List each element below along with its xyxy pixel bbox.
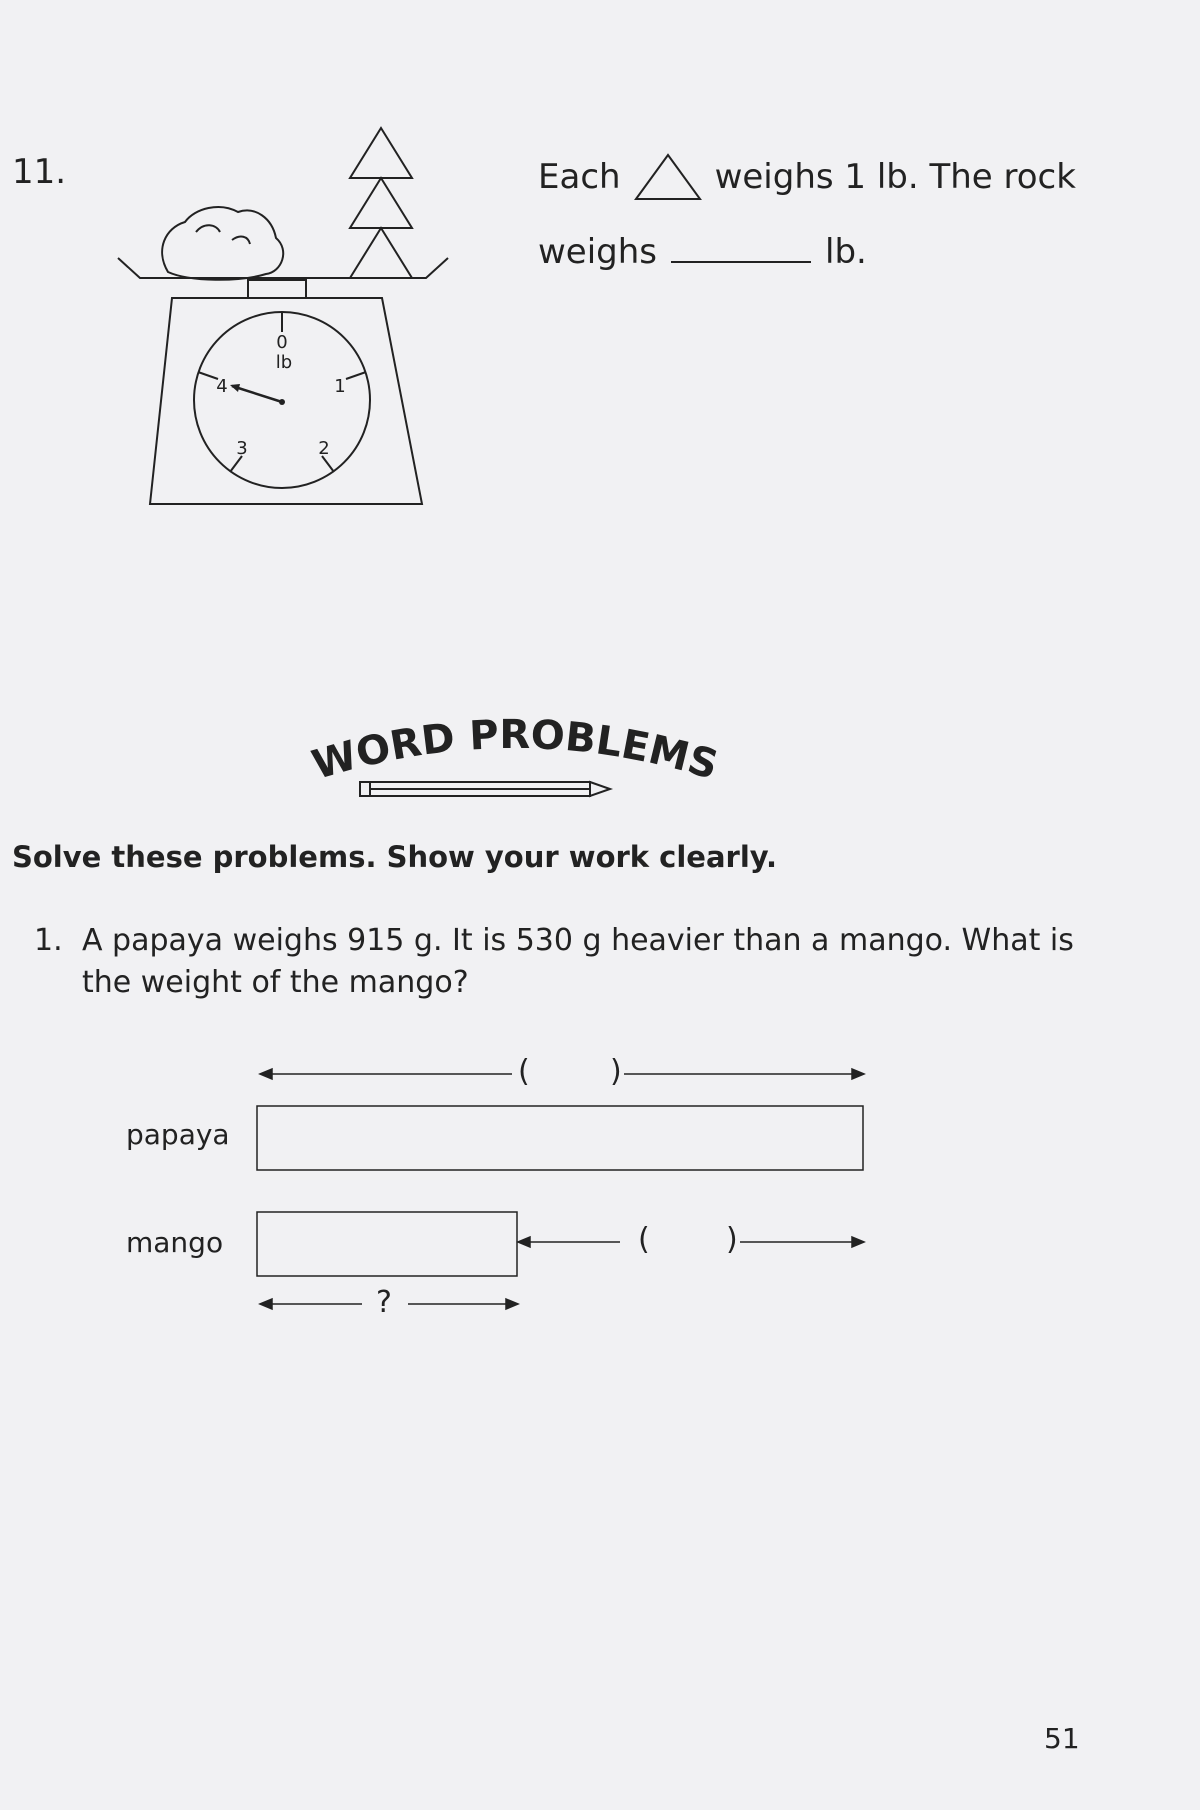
question-11-text [538,152,1076,202]
diff-paren-open: ( [638,1222,650,1257]
scale-body [150,298,422,504]
problem-1 [34,920,1094,1004]
diff-paren-close: ) [726,1222,738,1257]
dial-unit: lb [275,352,293,373]
pencil-icon [360,782,610,796]
dial-label-4: 4 [216,376,228,397]
unknown-question-mark: ? [376,1285,392,1320]
papaya-label: papaya [126,1118,230,1151]
dial-needle [232,386,282,402]
triangle-icon [633,152,703,202]
problem-1-number: 1. [34,923,63,958]
mango-bar [257,1212,517,1276]
answer-blank[interactable] [671,235,811,263]
each-word: Each [538,157,621,197]
page-number: 51 [1044,1722,1080,1755]
svg-text:WORD PROBLEMS [307,712,723,789]
top-paren-close: ) [610,1054,622,1089]
top-paren-open: ( [518,1054,530,1089]
scale-pan [118,258,448,278]
word-problems-title [300,704,730,814]
stacked-triangles [350,128,412,278]
dial-label-1: 1 [334,376,346,397]
instructions: Solve these problems. Show your work clearly. [12,840,778,874]
mango-label: mango [126,1226,224,1259]
question-11-number: 11. [12,152,67,192]
dial-label-3: 3 [236,438,248,459]
dial-label-0: 0 [276,332,288,353]
rock-icon [162,207,283,280]
problem-1-text: A papaya weighs 915 g. It is 530 g heavier than a mango. What is the weight of the mango? [82,923,1074,1000]
weighs-one-lb-text: weighs 1 lb. The rock [714,157,1076,197]
unit-lb: lb. [825,232,867,272]
scale-dial [194,312,370,488]
dial-label-2: 2 [318,438,330,459]
rock-weight-answer-line [538,232,867,272]
papaya-bar [257,1106,863,1170]
scale-illustration [0,0,480,520]
section-title-text: WORD PROBLEMS [307,711,724,790]
weighs-word: weighs [538,232,658,272]
